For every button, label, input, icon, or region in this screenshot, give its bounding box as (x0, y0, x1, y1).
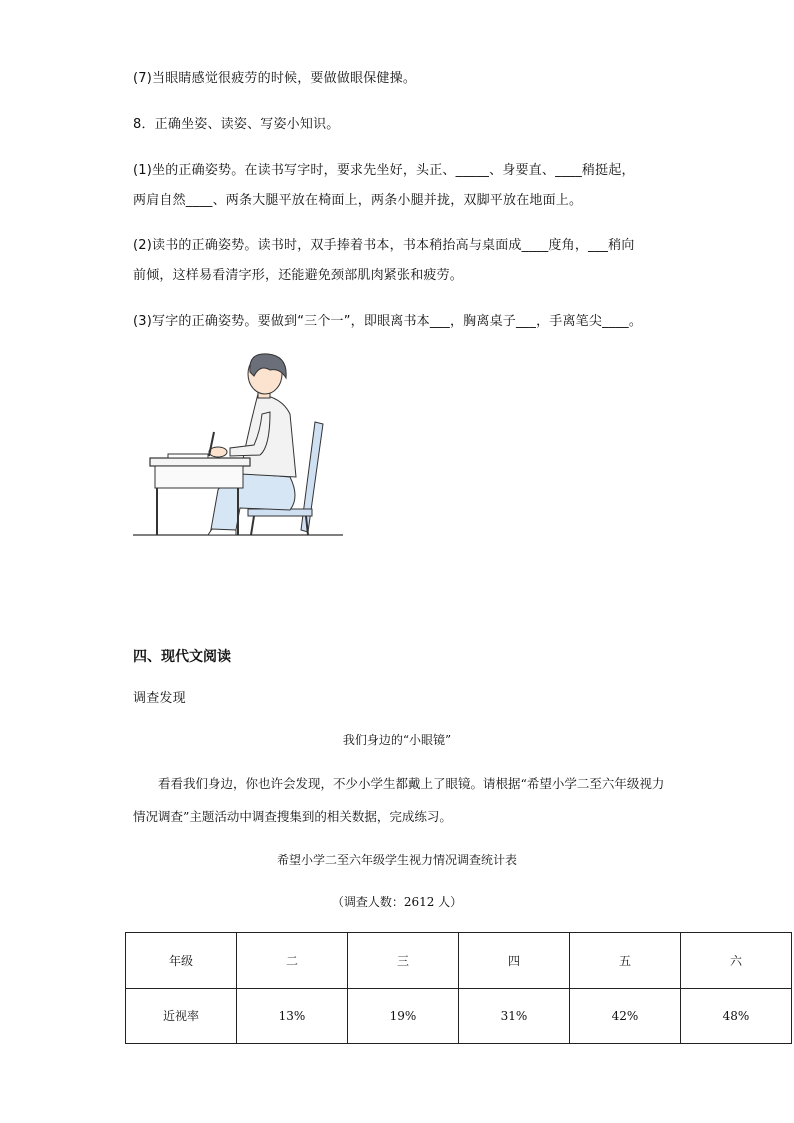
table-cell: 19% (348, 988, 459, 1044)
table-cell: 五 (570, 933, 681, 989)
sitting-posture-line2: 两肩自然____、两条大腿平放在椅面上，两条小腿并拢，双脚平放在地面上。 (133, 193, 583, 208)
table-cell: 六 (681, 933, 792, 989)
article-paragraph: 看看我们身边，你也许会发现，不少小学生都戴上了眼镜。请根据“希望小学二至六年级视力情况调查”主题活动中调查搜集到的相关数据，完成练习。 (133, 776, 665, 824)
reading-posture-line2: 前倾，这样易看清字形，还能避免颈部肌肉紧张和疲劳。 (133, 268, 464, 283)
question-8-title: 8．正确坐姿、读姿、写姿小知识。 (133, 117, 340, 132)
table-cell: 三 (348, 933, 459, 989)
table-header-row (126, 933, 792, 989)
table-cell: 年级 (126, 933, 237, 989)
table-caption: 希望小学二至六年级学生视力情况调查统计表 (276, 853, 517, 867)
table-cell: 31% (459, 988, 570, 1044)
table-cell: 13% (237, 988, 348, 1044)
item-7-text: (7)当眼睛感觉很疲劳的时候，要做做眼保健操。 (133, 71, 417, 86)
reading-posture-line1: (2)读书的正确姿势。读书时，双手捧着书本，书本稍抬高与桌面成____度角，___稍向 (133, 238, 635, 253)
table-cell: 42% (570, 988, 681, 1044)
table-cell: 近视率 (126, 988, 237, 1044)
table-cell: 四 (459, 933, 570, 989)
sitting-posture-line1: (1)坐的正确姿势。在读书写字时，要求先坐好，头正、_____、身要直、____稍挺起， (133, 163, 635, 178)
writing-posture-line: (3)写字的正确姿势。要做到“三个一”，即眼离书本___，胸离桌子___，手离笔尖____。 (133, 314, 643, 329)
table-row (126, 988, 792, 1044)
table-cell: 二 (237, 933, 348, 989)
vision-survey-table (125, 932, 792, 1044)
table-note: （调查人数：2612 人） (331, 895, 463, 909)
student-writing-illustration (130, 352, 350, 542)
article-title: 我们身边的“小眼镜” (342, 733, 452, 747)
section-heading: 四、现代文阅读 (133, 649, 231, 665)
table-cell: 48% (681, 988, 792, 1044)
section-subheading: 调查发现 (133, 691, 186, 706)
